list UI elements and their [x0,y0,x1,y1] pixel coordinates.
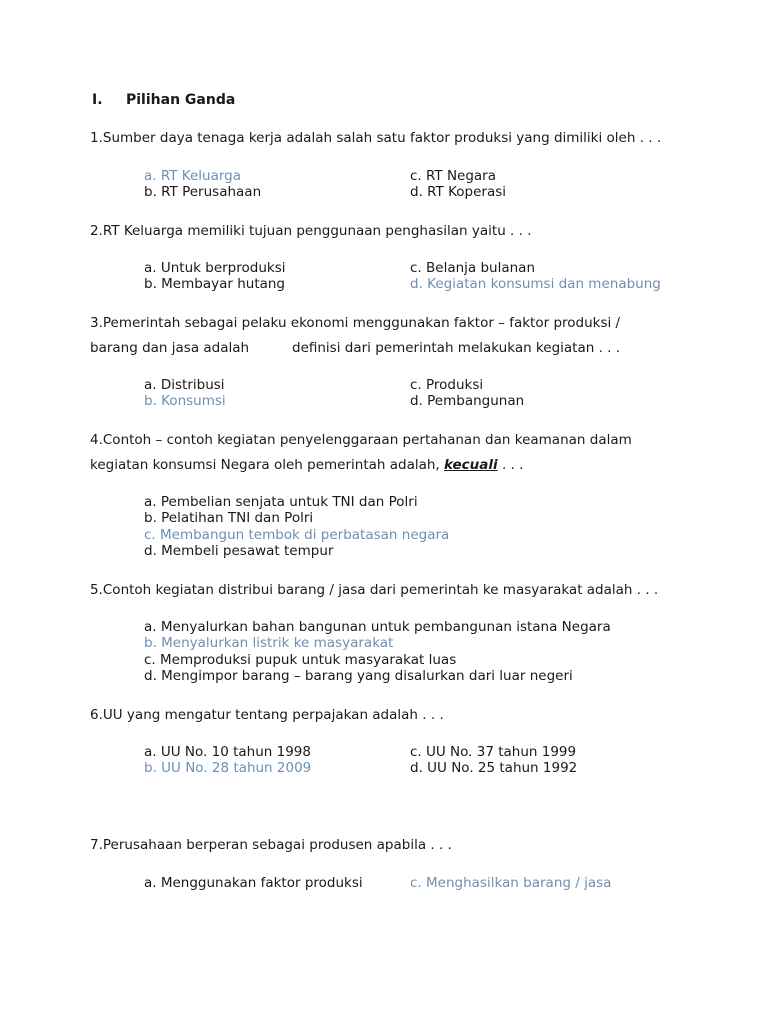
question-2-option-d: d. Kegiatan konsumsi dan menabung [410,276,661,292]
question-1-option-b: b. RT Perusahaan [144,184,262,200]
question-1-option-c: c. RT Negara [410,168,497,184]
question-1-text: 1.Sumber daya tenaga kerja adalah salah satu faktor produksi yang dimiliki oleh . . . [90,130,662,146]
question-4-suffix: . . . [497,457,524,473]
question-7-text: 7.Perusahaan berperan sebagai produsen apabila . . . [90,837,452,853]
question-3-option-d: d. Pembangunan [410,393,525,409]
question-4-option-b: b. Pelatihan TNI dan Polri [144,510,314,526]
question-6-option-b: b. UU No. 28 tahun 2009 [144,760,312,776]
question-6-text: 6.UU yang mengatur tentang perpajakan adalah . . . [90,707,444,723]
question-3-option-b: b. Konsumsi [144,393,226,409]
question-7-option-a: a. Menggunakan faktor produksi [144,875,363,891]
question-5-option-d: d. Mengimpor barang – barang yang disalurkan dari luar negeri [144,668,573,684]
question-4-option-d: d. Membeli pesawat tempur [144,543,334,559]
question-2-option-b: b. Membayar hutang [144,276,286,292]
question-6-option-a: a. UU No. 10 tahun 1998 [144,744,311,760]
question-6-option-c: c. UU No. 37 tahun 1999 [410,744,577,760]
question-2-option-c: c. Belanja bulanan [410,260,536,276]
question-3-text-line1: 3.Pemerintah sebagai pelaku ekonomi menggunakan faktor – faktor produksi / [90,315,621,331]
question-4-option-c: c. Membangun tembok di perbatasan negara [144,527,450,543]
question-4-text-line2-main: kegiatan konsumsi Negara oleh pemerintah adalah, [90,457,445,473]
question-3-text-line2a: barang dan jasa adalah [90,340,250,356]
question-4-text-line2 [90,457,523,474]
question-5-option-b: b. Menyalurkan listrik ke masyarakat [144,635,394,651]
question-5-option-a: a. Menyalurkan bahan bangunan untuk pembangunan istana Negara [144,619,611,635]
section-numeral: I. [92,92,103,108]
question-1-option-a: a. RT Keluarga [144,168,242,184]
question-7-option-c: c. Menghasilkan barang / jasa [410,875,612,891]
question-2-text: 2.RT Keluarga memiliki tujuan penggunaan penghasilan yaitu . . . [90,223,532,239]
question-5-text: 5.Contoh kegiatan distribui barang / jasa dari pemerintah ke masyarakat adalah . . . [90,582,659,598]
question-2-option-a: a. Untuk berproduksi [144,260,286,276]
question-4-emphasis: kecuali [444,457,498,473]
question-1-option-d: d. RT Koperasi [410,184,507,200]
question-4-text-line1: 4.Contoh – contoh kegiatan penyelenggaraan pertahanan dan keamanan dalam [90,432,632,448]
question-6-option-d: d. UU No. 25 tahun 1992 [410,760,578,776]
question-3-option-c: c. Produksi [410,377,484,393]
question-4-option-a: a. Pembelian senjata untuk TNI dan Polri [144,494,418,510]
question-3-option-a: a. Distribusi [144,377,225,393]
section-title: Pilihan Ganda [126,92,236,108]
question-3-text-line2b: definisi dari pemerintah melakukan kegiatan . . . [292,340,621,356]
question-5-option-c: c. Memproduksi pupuk untuk masyarakat luas [144,652,457,668]
